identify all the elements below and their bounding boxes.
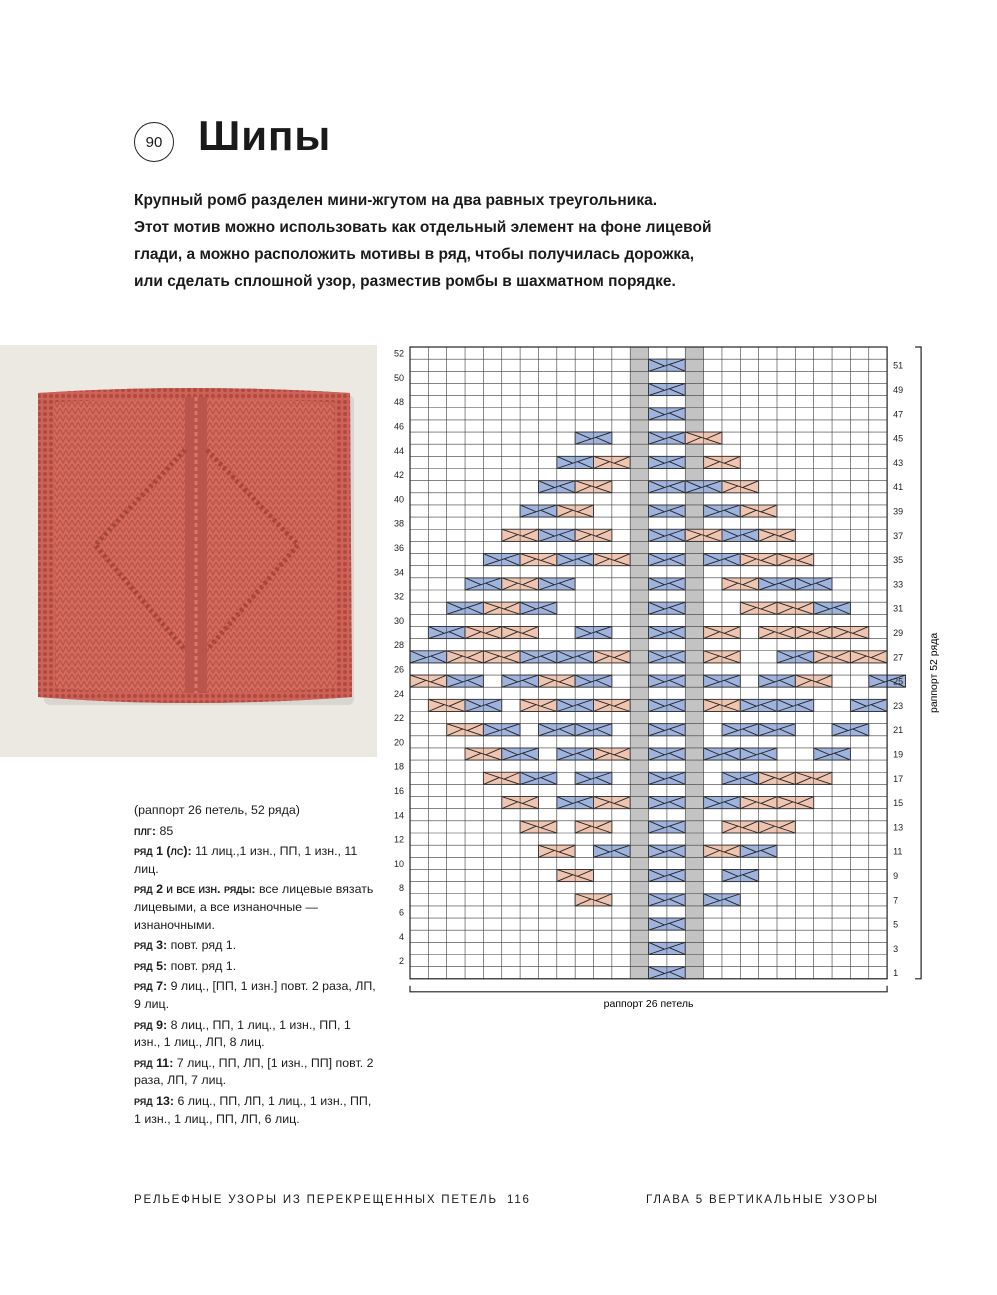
row-label-even: 22	[393, 713, 404, 724]
instruction-row	[134, 958, 380, 976]
row-label-even: 32	[393, 591, 404, 602]
row-text: 9 лиц., [ПП, 1 изн.] повт. 2 раза, ЛП, 9 лиц.	[134, 979, 376, 1011]
repeat-rows-label: раппорт 52 ряда	[928, 632, 941, 714]
row-label-even: 6	[398, 907, 404, 918]
row-label-odd: 21	[893, 725, 904, 736]
row-label-odd: 41	[893, 482, 904, 493]
row-label-odd: 17	[893, 773, 904, 784]
row-label-even: 28	[393, 640, 404, 651]
page-title: Шипы	[198, 112, 332, 159]
row-label-odd: 23	[893, 700, 904, 711]
row-label: ряд 2 и все изн. ряды:	[134, 882, 256, 897]
row-text: повт. ряд 1.	[167, 958, 237, 973]
row-label-odd: 27	[893, 652, 904, 663]
row-label-odd: 51	[893, 360, 904, 371]
row-label-odd: 13	[893, 822, 904, 833]
footer-section-title: РЕЛЬЕФНЫЕ УЗОРЫ ИЗ ПЕРЕКРЕЩЕННЫХ ПЕТЕЛЬ	[134, 1194, 498, 1206]
row-label: ряд 3:	[134, 938, 168, 953]
knitting-chart	[385, 340, 955, 1035]
row-label-even: 12	[393, 834, 404, 845]
swatch-illustration	[0, 345, 377, 757]
row-label-odd: 1	[893, 968, 899, 979]
row-text: 11 лиц.,1 изн., ПП, 1 изн., 11 лиц.	[134, 844, 358, 876]
row-label-even: 48	[393, 397, 404, 408]
row-label-even: 24	[393, 688, 404, 699]
row-label-even: 2	[398, 956, 404, 967]
instructions	[134, 802, 380, 1131]
pattern-number: 90	[145, 133, 163, 151]
row-label-odd: 35	[893, 555, 904, 566]
pattern-number-badge	[134, 122, 174, 162]
row-label-even: 50	[393, 372, 404, 383]
chart-svg	[385, 340, 955, 1030]
row-label-even: 52	[393, 348, 404, 359]
instruction-row	[134, 1055, 380, 1090]
instruction-row	[134, 1017, 380, 1052]
row-label-even: 46	[393, 421, 404, 432]
row-label-odd: 5	[893, 919, 899, 930]
instruction-row	[134, 1093, 380, 1128]
row-label-odd: 37	[893, 530, 904, 541]
instruction-row	[134, 937, 380, 955]
row-label-odd: 43	[893, 457, 904, 468]
repeat-stitches-label: раппорт 26 петель	[603, 997, 694, 1010]
row-label-odd: 47	[893, 409, 904, 420]
row-label-even: 44	[393, 445, 404, 456]
row-label-even: 16	[393, 785, 404, 796]
row-label-even: 38	[393, 518, 404, 529]
knitted-swatch-photo	[0, 345, 377, 757]
row-text: 7 лиц., ПП, ЛП, [1 изн., ПП] повт. 2 раза, ЛП, 7 лиц.	[134, 1055, 374, 1088]
row-text: 8 лиц., ПП, 1 лиц., 1 изн., ПП, 1 изн., 1 лиц., ЛП, 8 лиц.	[134, 1017, 351, 1050]
row-label: ряд 13:	[134, 1093, 175, 1108]
row-label-even: 8	[398, 883, 404, 894]
row-text: 85	[156, 823, 174, 838]
row-label: ряд 7:	[134, 979, 168, 994]
row-label: ряд 9:	[134, 1017, 168, 1032]
row-label: ряд 1 (лс):	[134, 844, 192, 859]
instruction-row	[134, 881, 380, 934]
footer-chapter-title: ГЛАВА 5 ВЕРТИКАЛЬНЫЕ УЗОРЫ	[646, 1194, 879, 1206]
row-text: повт. ряд 1.	[167, 938, 237, 953]
row-label-even: 4	[398, 931, 404, 942]
row-label-even: 34	[393, 567, 404, 578]
row-text: все лицевые вязать лицевыми, а все изнаночные — изнаночными.	[134, 882, 374, 932]
row-label-odd: 45	[893, 433, 904, 444]
row-label-even: 40	[393, 494, 404, 505]
row-label-even: 14	[393, 810, 404, 821]
row-label: плг:	[134, 823, 157, 838]
intro-paragraph	[134, 187, 774, 295]
row-label-odd: 49	[893, 385, 904, 396]
row-label-even: 18	[393, 761, 404, 772]
stitch-repeat-bracket	[410, 986, 887, 992]
row-repeat-bracket	[915, 347, 921, 979]
row-label-odd: 11	[893, 846, 903, 857]
row-label-even: 26	[393, 664, 404, 675]
row-label-odd: 29	[893, 628, 904, 639]
intro-line: Крупный ромб разделен мини-жгутом на два равных треугольника.	[134, 192, 658, 209]
instruction-row	[134, 978, 380, 1013]
row-label: ряд 11:	[134, 1055, 174, 1070]
row-label-even: 10	[393, 858, 404, 869]
row-label-even: 42	[393, 470, 404, 481]
row-label: ряд 5:	[134, 958, 168, 973]
row-label-odd: 7	[893, 895, 899, 906]
page-number: 116	[507, 1194, 531, 1206]
row-text: 6 лиц., ПП, ЛП, 1 лиц., 1 изн., ПП, 1 изн., 1 лиц., ПП, ЛП, 6 лиц.	[134, 1093, 372, 1126]
row-label-odd: 31	[893, 603, 904, 614]
row-label-odd: 3	[893, 943, 899, 954]
row-label-odd: 39	[893, 506, 904, 517]
row-label-odd: 19	[893, 749, 904, 760]
row-label-odd: 15	[893, 798, 904, 809]
instruction-row	[134, 843, 380, 878]
row-label-even: 36	[393, 542, 404, 553]
intro-line: или сделать сплошной узор, разместив ромбы в шахматном порядке.	[134, 273, 676, 290]
row-label-even: 20	[393, 737, 404, 748]
instruction-row	[134, 823, 380, 841]
repeat-info: (раппорт 26 петель, 52 ряда)	[134, 803, 300, 817]
row-label-odd: 9	[893, 871, 899, 882]
row-label-odd: 25	[893, 676, 904, 687]
intro-line: глади, а можно расположить мотивы в ряд, чтобы получилась дорожка,	[134, 246, 695, 263]
row-label-even: 30	[393, 615, 404, 626]
intro-line: Этот мотив можно использовать как отдельный элемент на фоне лицевой	[134, 219, 712, 236]
row-label-odd: 33	[893, 579, 904, 590]
